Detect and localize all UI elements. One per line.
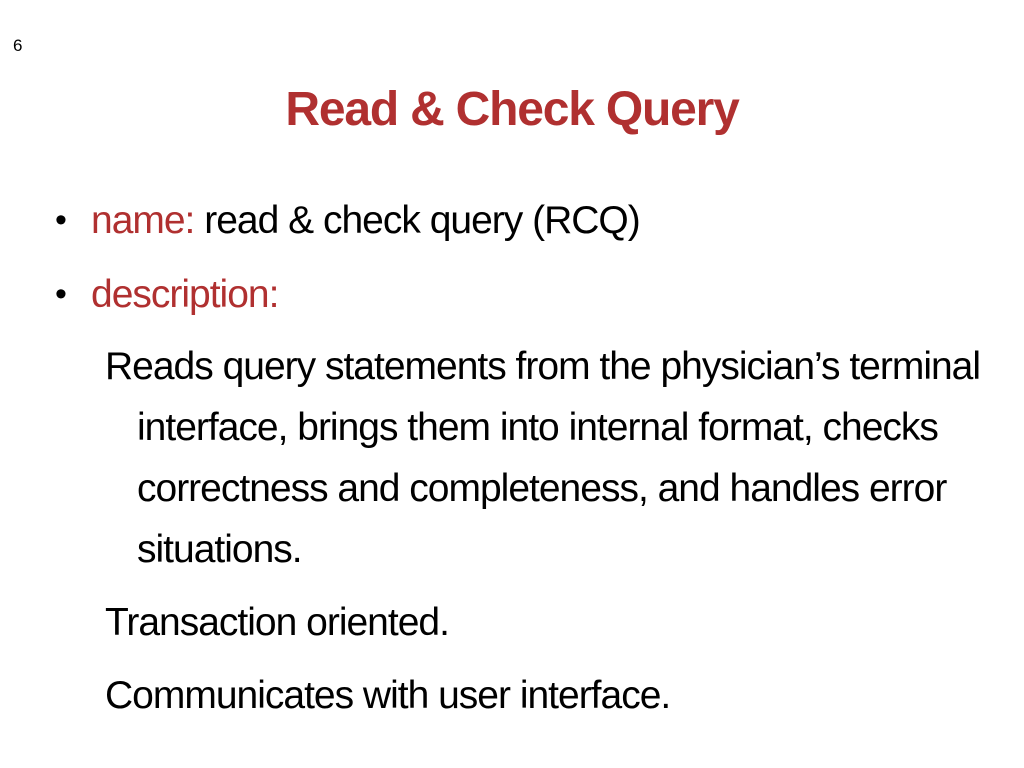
bullet-term-description: description: — [91, 273, 279, 316]
bullet-marker: • — [55, 275, 66, 313]
slide-number: 6 — [13, 36, 22, 55]
bullet-description — [91, 270, 278, 320]
description-paragraph: Communicates with user interface. — [105, 674, 671, 717]
description-paragraph: Transaction oriented. — [105, 601, 449, 644]
bullet-name — [91, 196, 640, 246]
bullet-value-name: read & check query (RCQ) — [194, 199, 640, 242]
bullet-marker: • — [55, 201, 66, 239]
slide-title: Read & Check Query — [285, 83, 739, 136]
bullet-term-name: name: — [91, 199, 195, 242]
description-paragraph: Reads query statements from the physician’s terminal interface, brings them into internal format, checks correctness and completeness, and handles error situations. — [105, 345, 981, 571]
